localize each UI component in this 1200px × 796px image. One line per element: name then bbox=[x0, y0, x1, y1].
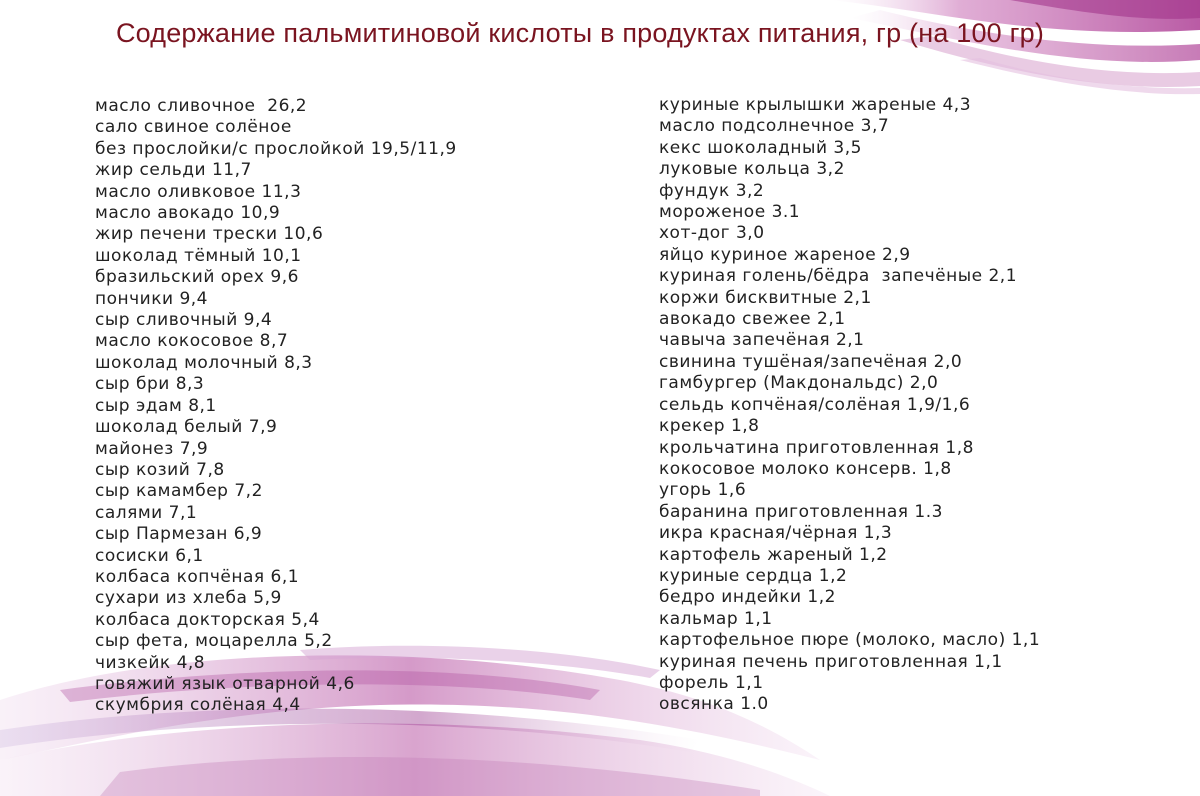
list-item: масло подсолнечное 3,7 bbox=[659, 116, 890, 137]
list-item: масло авокадо 10,9 bbox=[95, 203, 281, 224]
page-title: Содержание пальмитиновой кислоты в продуктах питания, гр (на 100 гр) bbox=[115, 18, 1045, 48]
list-item: авокадо свежее 2,1 bbox=[659, 309, 846, 330]
list-item: колбаса докторская 5,4 bbox=[95, 609, 320, 630]
list-item: салями 7,1 bbox=[95, 502, 198, 523]
list-item: говяжий язык отварной 4,6 bbox=[95, 673, 355, 694]
list-item: сыр эдам 8,1 bbox=[95, 395, 217, 416]
list-item: сыр камамбер 7,2 bbox=[95, 481, 263, 502]
right-product-list bbox=[659, 95, 1179, 716]
list-item: коржи бисквитные 2,1 bbox=[659, 287, 872, 308]
list-item: сухари из хлеба 5,9 bbox=[95, 588, 282, 609]
list-item: мороженое 3.1 bbox=[659, 202, 801, 223]
list-item: пончики 9,4 bbox=[95, 288, 208, 309]
list-item: куриная печень приготовленная 1,1 bbox=[659, 651, 1003, 672]
list-item: кекс шоколадный 3,5 bbox=[659, 137, 862, 158]
list-item: шоколад тёмный 10,1 bbox=[95, 245, 302, 266]
list-item: угорь 1,6 bbox=[659, 480, 747, 501]
list-item: сельдь копчёная/солёная 1,9/1,6 bbox=[659, 394, 971, 415]
list-item: крольчатина приготовленная 1,8 bbox=[659, 437, 974, 458]
list-item: шоколад молочный 8,3 bbox=[95, 352, 313, 373]
list-item: жир сельди 11,7 bbox=[95, 160, 252, 181]
list-item: яйцо куриное жареное 2,9 bbox=[659, 244, 911, 265]
list-item: сыр сливочный 9,4 bbox=[95, 310, 273, 331]
list-item: сыр бри 8,3 bbox=[95, 374, 205, 395]
list-item: куриные крылышки жареные 4,3 bbox=[659, 95, 972, 115]
list-item: бедро индейки 1,2 bbox=[659, 587, 836, 608]
list-item: сало свиное солёное bbox=[95, 117, 292, 138]
list-item: масло кокосовое 8,7 bbox=[95, 331, 289, 352]
list-item: фундук 3,2 bbox=[659, 180, 765, 201]
list-item: бразильский орех 9,6 bbox=[95, 267, 299, 288]
list-item: жир печени трески 10,6 bbox=[95, 224, 324, 245]
list-item: картофель жареный 1,2 bbox=[659, 544, 888, 565]
list-item: колбаса копчёная 6,1 bbox=[95, 566, 300, 587]
list-item: крекер 1,8 bbox=[659, 416, 760, 437]
list-item: свинина тушёная/запечёная 2,0 bbox=[659, 351, 963, 372]
list-item: масло сливочное 26,2 bbox=[95, 96, 308, 116]
list-item: картофельное пюре (молоко, масло) 1,1 bbox=[659, 630, 1041, 651]
list-item: кокосовое молоко консерв. 1,8 bbox=[659, 458, 952, 479]
list-item: овсянка 1.0 bbox=[659, 694, 769, 715]
list-item: без прослойки/с прослойкой 19,5/11,9 bbox=[95, 138, 457, 159]
list-item: хот-дог 3,0 bbox=[659, 223, 765, 244]
left-product-list bbox=[95, 96, 615, 717]
list-item: сосиски 6,1 bbox=[95, 545, 204, 566]
list-item: сыр фета, моцарелла 5,2 bbox=[95, 631, 333, 652]
list-item: майонез 7,9 bbox=[95, 438, 209, 459]
list-item: масло оливковое 11,3 bbox=[95, 181, 302, 202]
list-item: форель 1,1 bbox=[659, 672, 764, 693]
list-item: кальмар 1,1 bbox=[659, 608, 773, 629]
list-item: чавыча запечёная 2,1 bbox=[659, 330, 865, 351]
list-item: луковые кольца 3,2 bbox=[659, 159, 845, 180]
list-item: шоколад белый 7,9 bbox=[95, 417, 278, 438]
list-item: сыр козий 7,8 bbox=[95, 459, 225, 480]
list-item: икра красная/чёрная 1,3 bbox=[659, 523, 893, 544]
list-item: баранина приготовленная 1.3 bbox=[659, 501, 943, 522]
list-item: куриные сердца 1,2 bbox=[659, 565, 848, 586]
list-item: гамбургер (Макдональдс) 2,0 bbox=[659, 373, 939, 394]
list-item: куриная голень/бёдра запечёные 2,1 bbox=[659, 266, 1018, 287]
list-item: чизкейк 4,8 bbox=[95, 652, 206, 673]
list-item: сыр Пармезан 6,9 bbox=[95, 524, 263, 545]
list-item: скумбрия солёная 4,4 bbox=[95, 695, 301, 716]
